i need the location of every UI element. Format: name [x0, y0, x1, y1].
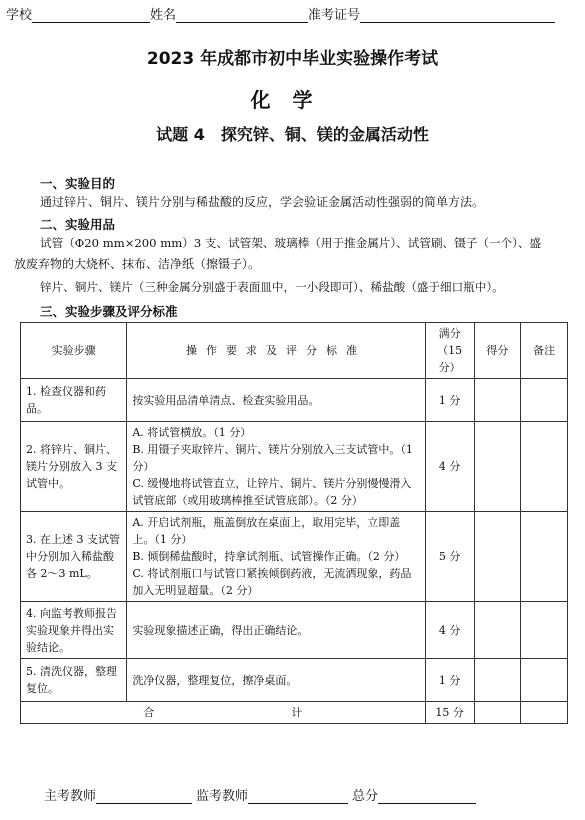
exam-number-label: 准考证号 — [308, 8, 361, 23]
remark-cell[interactable] — [521, 602, 568, 659]
score-cell[interactable] — [474, 602, 521, 659]
step-cell: 5. 清洗仪器，整理复位。 — [21, 659, 127, 702]
marks-cell: 1 分 — [425, 379, 474, 422]
table-row — [21, 659, 568, 702]
header-remark: 备注 — [521, 323, 568, 379]
marks-cell: 1 分 — [425, 659, 474, 702]
header-full-marks-line1: 满分 — [438, 327, 461, 340]
total-remark-cell[interactable] — [521, 702, 568, 724]
step-cell: 4. 向监考教师报告实验现象并得出实验结论。 — [21, 602, 127, 659]
marks-cell: 4 分 — [425, 602, 474, 659]
criteria-cell — [127, 602, 425, 659]
materials-line-2: 放废弃物的大烧杯、抹布、洁净纸（擦镊子）。 — [14, 257, 261, 271]
score-cell[interactable] — [474, 512, 521, 602]
purpose-text: 通过锌片、铜片、镁片分别与稀盐酸的反应，学会验证金属活动性强弱的简单方法。 — [40, 195, 485, 209]
step-cell: 1. 检查仪器和药品。 — [21, 379, 127, 422]
criteria-line: C. 将试剂瓶口与试管口紧挨倾倒药液，无流洒现象，药品加入无明显超量。（2 分） — [132, 567, 412, 597]
total-score-label: 总分 — [352, 789, 379, 804]
name-blank — [176, 8, 308, 23]
marks-cell: 5 分 — [425, 512, 474, 602]
table-row — [21, 512, 568, 602]
remark-cell[interactable] — [521, 659, 568, 702]
criteria-cell — [127, 379, 425, 422]
topic-title: 试题 4 探究锌、铜、镁的金属活动性 — [156, 125, 429, 144]
criteria-line: A. 开启试剂瓶，瓶盖倒放在桌面上，取用完毕，立即盖上。（1 分） — [132, 516, 401, 546]
header-score: 得分 — [474, 323, 521, 379]
proctor-blank[interactable] — [248, 789, 348, 804]
purpose-heading: 一、实验目的 — [40, 176, 116, 191]
total-marks-cell: 15 分 — [425, 702, 474, 724]
exam-title: 2023 年成都市初中毕业实验操作考试 — [146, 49, 439, 69]
criteria-cell — [127, 512, 425, 602]
table-row — [21, 602, 568, 659]
proctor-label: 监考教师 — [196, 789, 249, 804]
score-cell[interactable] — [474, 659, 521, 702]
remark-cell[interactable] — [521, 512, 568, 602]
criteria-line: A. 将试管横放。（1 分） — [132, 426, 252, 439]
total-label-a: 合 — [143, 706, 155, 719]
materials-line-3: 锌片、铜片、镁片（三种金属分别盛于表面皿中，一小段即可）、稀盐酸（盛于细口瓶中）。 — [40, 280, 504, 294]
score-cell[interactable] — [474, 379, 521, 422]
criteria-cell — [127, 422, 425, 512]
total-row — [21, 702, 568, 724]
step-cell: 2. 将锌片、铜片、镁片分别放入 3 支试管中。 — [21, 422, 127, 512]
criteria-cell — [127, 659, 425, 702]
remark-cell[interactable] — [521, 379, 568, 422]
criteria-line: C. 缓慢地将试管直立，让锌片、铜片、镁片分别慢慢滑入试管底部（或用玻璃棒推至试管底部）。（2 分） — [132, 477, 412, 507]
header-criteria: 操作要求及评分标准 — [127, 323, 425, 379]
name-label: 姓名 — [150, 8, 177, 23]
table-row — [21, 379, 568, 422]
header-step: 实验步骤 — [21, 323, 127, 379]
total-score-cell[interactable] — [474, 702, 521, 724]
exam-number-blank — [360, 8, 555, 23]
header-full-marks-line2: （15 分） — [437, 344, 463, 374]
criteria-line: 实验现象描述正确，得出正确结论。 — [132, 623, 309, 637]
school-label: 学校 — [6, 8, 33, 23]
school-blank — [32, 8, 150, 23]
total-score-blank[interactable] — [378, 789, 476, 804]
marks-cell: 4 分 — [425, 422, 474, 512]
steps-heading: 三、实验步骤及评分标准 — [40, 304, 178, 319]
table-header-row — [21, 323, 568, 379]
signature-line — [44, 785, 476, 804]
header-full-marks — [425, 323, 474, 379]
score-cell[interactable] — [474, 422, 521, 512]
table-row — [21, 422, 568, 512]
scoring-table — [20, 322, 568, 724]
total-label-cell — [21, 702, 426, 724]
candidate-info-line — [6, 4, 555, 23]
criteria-line: B. 用镊子夹取锌片、铜片、镁片分别放入三支试管中。（1 分） — [132, 443, 413, 473]
step-cell: 3. 在上述 3 支试管中分别加入稀盐酸各 2～3 mL。 — [21, 512, 127, 602]
criteria-line: 按实验用品清单清点、检查实验用品。 — [132, 393, 320, 407]
total-label-b: 计 — [291, 706, 303, 719]
materials-heading: 二、实验用品 — [40, 217, 116, 232]
criteria-line: 洗净仪器，整理复位，擦净桌面。 — [132, 673, 298, 687]
chief-examiner-blank[interactable] — [96, 789, 192, 804]
subject-title: 化学 — [250, 88, 335, 112]
chief-examiner-label: 主考教师 — [44, 789, 97, 804]
materials-line-1: 试管（Φ20 mm×200 mm）3 支、试管架、玻璃棒（用于推金属片）、试管刷、镊子（一个）、盛 — [40, 236, 542, 250]
remark-cell[interactable] — [521, 422, 568, 512]
criteria-line: B. 倾倒稀盐酸时，持拿试剂瓶、试管操作正确。（2 分） — [132, 550, 406, 563]
